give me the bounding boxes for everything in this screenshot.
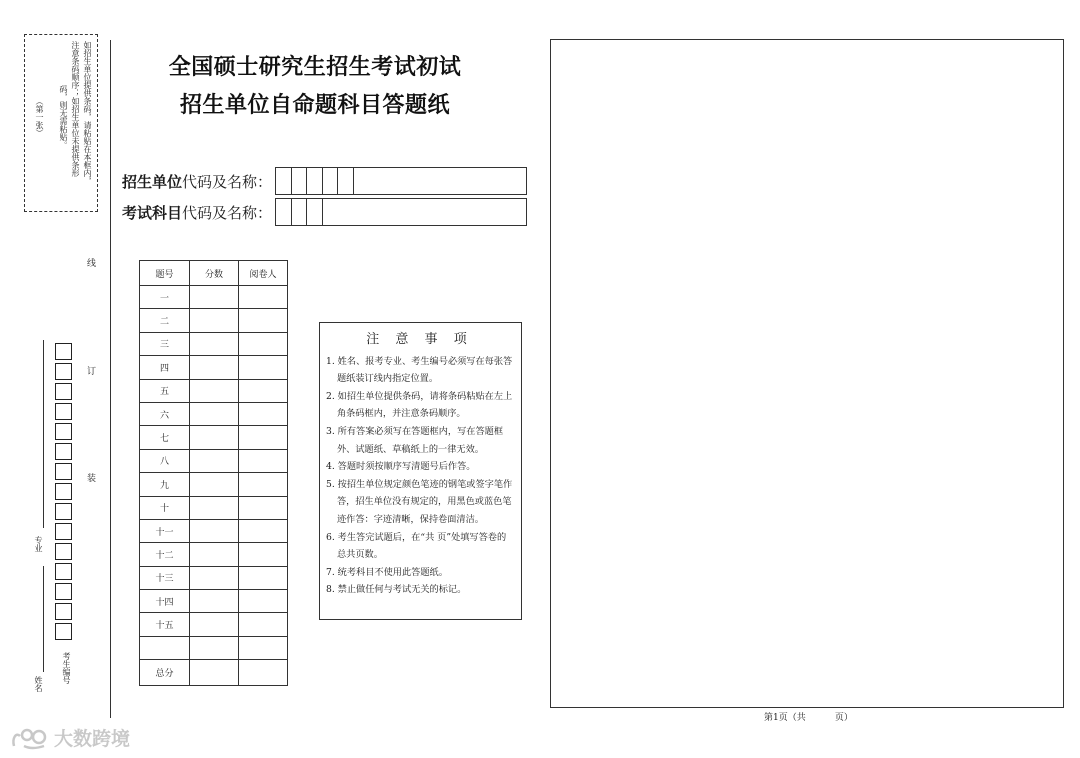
exam-id-digit-box[interactable] — [55, 563, 72, 580]
answer-area[interactable] — [550, 39, 1064, 708]
table-row — [140, 613, 288, 636]
unit-code-label: 招生单位代码及名称： — [122, 172, 273, 191]
page-title-line1: 全国硕士研究生招生考试初试 — [168, 55, 462, 80]
table-row — [140, 590, 288, 613]
col-header-score: 分数 — [190, 261, 239, 286]
table-row — [140, 519, 288, 542]
watermark — [10, 724, 130, 751]
question-number: 六 — [140, 402, 190, 425]
subject-code-field[interactable] — [275, 198, 527, 226]
score-table — [139, 260, 288, 686]
table-row — [140, 473, 288, 496]
score-cell[interactable] — [190, 379, 239, 402]
grader-cell[interactable] — [239, 519, 288, 542]
score-cell[interactable] — [190, 496, 239, 519]
name-label: 姓名 — [34, 676, 43, 692]
table-row — [140, 496, 288, 519]
table-row — [140, 566, 288, 589]
score-cell[interactable] — [190, 590, 239, 613]
score-cell[interactable] — [190, 660, 239, 686]
unit-code-row — [122, 167, 274, 195]
grader-cell[interactable] — [239, 449, 288, 472]
barcode-note-line3: 码，则无需粘贴。 — [59, 85, 68, 149]
question-number: 五 — [140, 379, 190, 402]
barcode-paste-area — [24, 34, 98, 212]
grader-cell[interactable] — [239, 286, 288, 309]
unit-code-field[interactable] — [275, 167, 527, 195]
score-cell[interactable] — [190, 636, 239, 659]
exam-id-digit-box[interactable] — [55, 443, 72, 460]
exam-id-digit-box[interactable] — [55, 383, 72, 400]
page-title-line2: 招生单位自命题科目答题纸 — [179, 93, 450, 118]
code-digit-cell[interactable] — [307, 199, 323, 225]
table-row — [140, 402, 288, 425]
code-digit-cell[interactable] — [323, 168, 339, 194]
grader-cell[interactable] — [239, 356, 288, 379]
grader-cell[interactable] — [239, 660, 288, 686]
exam-id-digit-box[interactable] — [55, 523, 72, 540]
fold-line-label: 装 — [85, 473, 95, 482]
grader-cell[interactable] — [239, 426, 288, 449]
exam-id-boxes[interactable] — [55, 343, 73, 643]
page-number: 第1页（共 页） — [764, 713, 853, 723]
score-cell[interactable] — [190, 613, 239, 636]
grader-cell[interactable] — [239, 636, 288, 659]
score-cell[interactable] — [190, 426, 239, 449]
bind-line-label: 订 — [85, 366, 95, 375]
score-cell[interactable] — [190, 402, 239, 425]
grader-cell[interactable] — [239, 332, 288, 355]
question-number: 二 — [140, 309, 190, 332]
code-digit-cell[interactable] — [292, 199, 308, 225]
table-row — [140, 636, 288, 659]
cut-line-label: 线 — [85, 258, 95, 267]
code-digit-cell[interactable] — [307, 168, 323, 194]
table-row — [140, 286, 288, 309]
question-number: 十五 — [140, 613, 190, 636]
exam-id-digit-box[interactable] — [55, 343, 72, 360]
grader-cell[interactable] — [239, 309, 288, 332]
code-digit-cell[interactable] — [338, 168, 354, 194]
score-cell[interactable] — [190, 543, 239, 566]
barcode-note-line2: 注意条码顺序；如招生单位未提供条形 — [71, 41, 80, 177]
notice-item: 3. 所有答案必须写在答题框内，写在答题框外、试题纸、草稿纸上的一律无效。 — [326, 425, 504, 455]
table-row — [140, 379, 288, 402]
notice-title: 注 意 事 项 — [366, 332, 473, 347]
exam-id-digit-box[interactable] — [55, 503, 72, 520]
question-number: 三 — [140, 332, 190, 355]
grader-cell[interactable] — [239, 496, 288, 519]
major-field-line[interactable] — [43, 340, 44, 528]
total-label: 总分 — [140, 660, 190, 686]
question-number: 十 — [140, 496, 190, 519]
grader-cell[interactable] — [239, 473, 288, 496]
code-digit-cell[interactable] — [276, 168, 292, 194]
barcode-sheet-label: （第一张） — [35, 97, 44, 137]
question-number: 九 — [140, 473, 190, 496]
table-row — [140, 332, 288, 355]
binding-line — [110, 40, 111, 718]
exam-id-digit-box[interactable] — [55, 483, 72, 500]
score-cell[interactable] — [190, 519, 239, 542]
question-number — [140, 636, 190, 659]
exam-id-digit-box[interactable] — [55, 423, 72, 440]
notice-box — [319, 322, 522, 620]
notice-item: 1. 姓名、报考专业、考生编号必须写在每张答题纸装订线内指定位置。 — [326, 355, 513, 385]
question-number: 十一 — [140, 519, 190, 542]
notice-item: 8. 禁止做任何与考试无关的标记。 — [326, 584, 467, 596]
question-number: 十四 — [140, 590, 190, 613]
grader-cell[interactable] — [239, 613, 288, 636]
col-header-grader: 阅卷人 — [239, 261, 288, 286]
grader-cell[interactable] — [239, 402, 288, 425]
table-row — [140, 543, 288, 566]
grader-cell[interactable] — [239, 590, 288, 613]
barcode-note-line1: 如招生单位提供条码，请粘贴在本框内， — [83, 41, 92, 185]
subject-code-label: 考试科目代码及名称： — [122, 203, 273, 222]
score-cell[interactable] — [190, 356, 239, 379]
exam-id-digit-box[interactable] — [55, 543, 72, 560]
question-number: 十二 — [140, 543, 190, 566]
score-cell[interactable] — [190, 332, 239, 355]
exam-id-digit-box[interactable] — [55, 623, 72, 640]
score-cell[interactable] — [190, 309, 239, 332]
name-field-line[interactable] — [43, 566, 44, 672]
question-number: 十三 — [140, 566, 190, 589]
notice-item: 5. 按招生单位规定颜色笔迹的钢笔或签字笔作答，招生单位没有规定的，用黑色或蓝色笔迹作答：字迹清晰，保持卷面清洁。 — [326, 478, 513, 525]
score-cell[interactable] — [190, 566, 239, 589]
notice-item: 2. 如招生单位提供条码，请将条码粘贴在左上角条码框内，并注意条码顺序。 — [326, 390, 513, 420]
exam-id-digit-box[interactable] — [55, 463, 72, 480]
watermark-text: 大数跨境 — [54, 728, 131, 750]
table-row — [140, 426, 288, 449]
question-number: 八 — [140, 449, 190, 472]
col-header-question: 题号 — [140, 261, 190, 286]
notice-item: 7. 统考科目不使用此答题纸。 — [326, 566, 448, 578]
grader-cell[interactable] — [239, 543, 288, 566]
exam-id-digit-box[interactable] — [55, 403, 72, 420]
table-row — [140, 356, 288, 379]
notice-item: 4. 答题时须按顺序写清题号后作答。 — [326, 461, 476, 473]
code-digit-cell[interactable] — [292, 168, 308, 194]
grader-cell[interactable] — [239, 379, 288, 402]
score-cell[interactable] — [190, 286, 239, 309]
score-cell[interactable] — [190, 449, 239, 472]
score-cell[interactable] — [190, 473, 239, 496]
question-number: 七 — [140, 426, 190, 449]
major-label: 专业 — [34, 536, 43, 552]
table-row — [140, 309, 288, 332]
question-number: 一 — [140, 286, 190, 309]
table-row — [140, 449, 288, 472]
total-row — [140, 660, 288, 686]
subject-code-row — [122, 198, 274, 226]
watermark-logo-icon — [10, 726, 50, 750]
grader-cell[interactable] — [239, 566, 288, 589]
exam-id-label: 考生编号 — [62, 652, 71, 684]
exam-id-digit-box[interactable] — [55, 363, 72, 380]
code-digit-cell[interactable] — [276, 199, 292, 225]
notice-item: 6. 考生答完试题后，在“共 页”处填写答卷的总共页数。 — [326, 531, 507, 561]
exam-id-digit-box[interactable] — [55, 603, 72, 620]
exam-id-digit-box[interactable] — [55, 583, 72, 600]
question-number: 四 — [140, 356, 190, 379]
